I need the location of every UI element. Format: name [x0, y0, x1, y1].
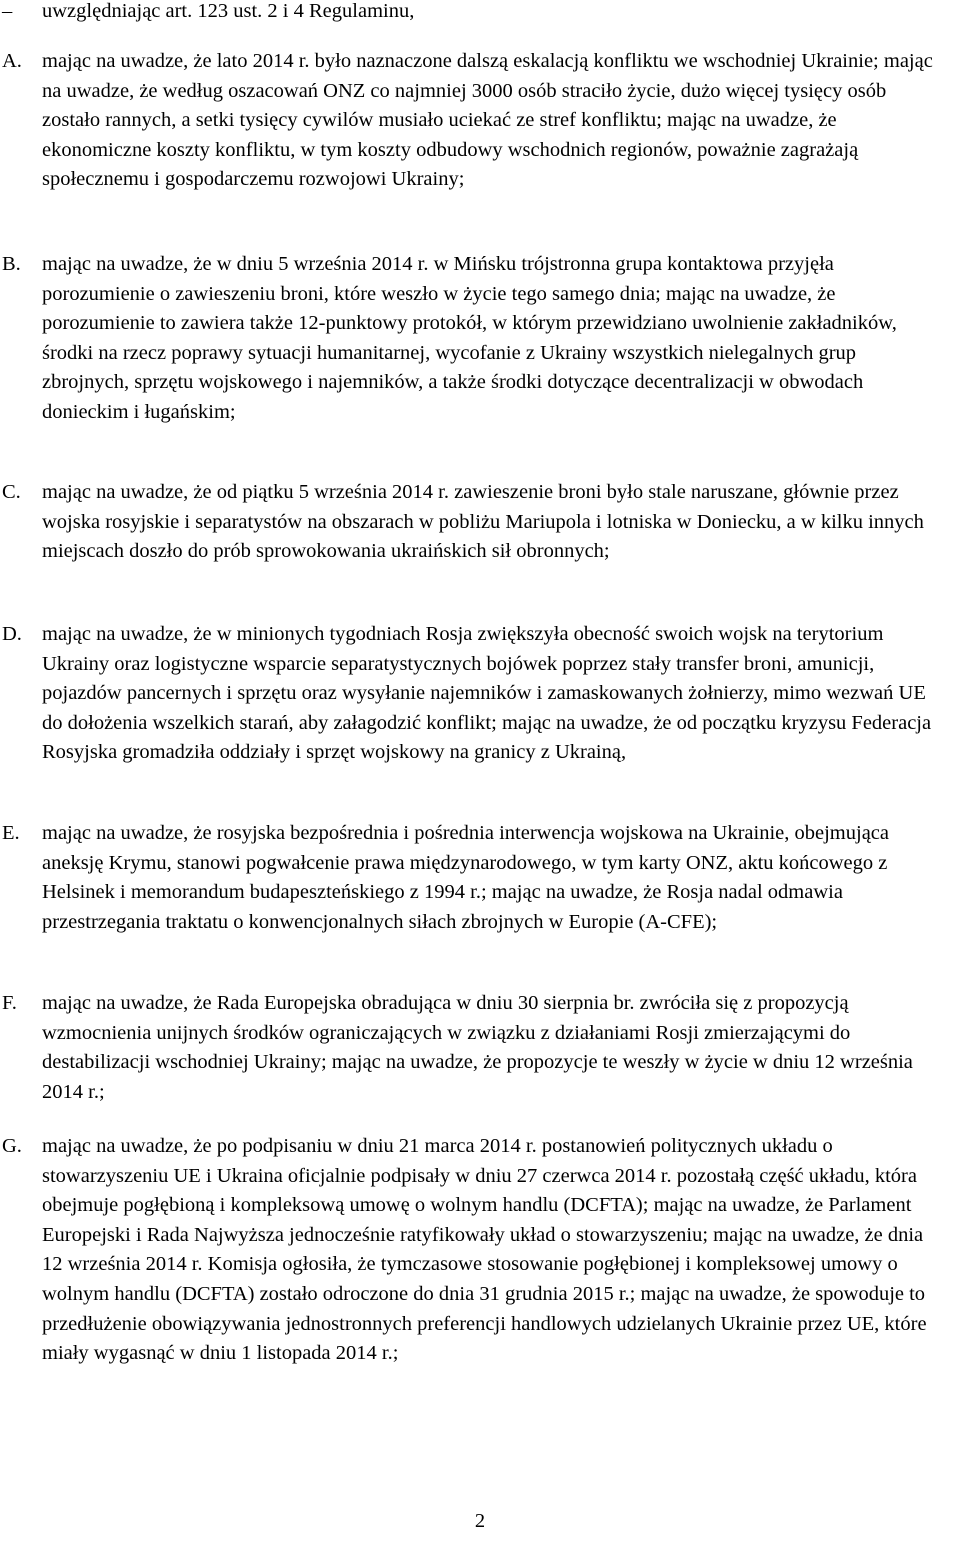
intro-dash: –: [2, 0, 13, 22]
recital-b: [2, 250, 942, 428]
recital-text: [42, 989, 942, 1107]
recital-c-text: mając na uwadze, że od piątku 5 września 2014 r. zawieszenie broni było stale naruszane, głównie przez wojska rosyjskie i separatystów na obszarach w pobliżu Mariupola i lotniska w Doniecku, a w kilku innych miejscach doszło do prób sprowokowania ukraińskich sił obronnych;: [42, 481, 924, 563]
recital-f-text: mając na uwadze, że Rada Europejska obradująca w dniu 30 sierpnia br. zwróciła się z propozycją wzmocnienia unijnych środków ograniczających w związku z działaniami Rosji zmierzającymi do destabilizacji wschodniej Ukrainy; mając na uwadze, że propozycje te weszły w życie w dniu 12 września 2014 r.;: [42, 992, 913, 1103]
recital-letter: E.: [2, 822, 20, 844]
recital-g: [2, 1132, 942, 1369]
recital-letter: C.: [2, 481, 21, 503]
recital-letter: D.: [2, 623, 22, 645]
recital-c: [2, 478, 942, 567]
recital-letter: F.: [2, 992, 17, 1014]
recital-d: [2, 620, 942, 768]
recital-f: [2, 989, 942, 1107]
intro-text: uwzględniając art. 123 ust. 2 i 4 Regulaminu,: [42, 0, 415, 22]
recital-letter: B.: [2, 253, 21, 275]
recital-text: [42, 478, 942, 567]
recital-d-text: mając na uwadze, że w minionych tygodniach Rosja zwiększyła obecność swoich wojsk na terytorium Ukrainy oraz logistyczne wsparcie separatystycznych bojówek poprzez stały transfer broni, amunicji, pojazdów pancernych i sprzętu oraz wysyłanie najemników i zamaskowanych żołnierzy, mimo wezwań UE do dołożenia wszelkich starań, aby załagodzić konflikt; mając na uwadze, że od początku kryzysu Federacja Rosyjska gromadziła oddziały i sprzęt wojskowy na granicy z Ukrainą,: [42, 623, 932, 764]
recital-e: [2, 819, 942, 937]
intro-line: [2, 0, 942, 27]
recital-text: [42, 1132, 942, 1369]
recital-a-text: mając na uwadze, że lato 2014 r. było naznaczone dalszą eskalacją konfliktu we wschodniej Ukrainie; mając na uwadze, że według oszacowań ONZ co najmniej 3000 osób straciło życie, dużo więcej tysięcy osób zostało rannych, a setki tysięcy cywilów musiało uciekać ze stref konfliktu; mając na uwadze, że ekonomiczne koszty konfliktu, w tym koszty odbudowy wschodnich regionów, poważnie zagrażają społecznemu i gospodarczemu rozwojowi Ukrainy;: [42, 50, 933, 191]
recital-text: [42, 47, 942, 195]
recital-text: [42, 819, 942, 937]
recital-text: [42, 250, 942, 428]
recital-a: [2, 47, 942, 195]
page-number: 2: [474, 1510, 486, 1532]
recital-b-text: mając na uwadze, że w dniu 5 września 2014 r. w Mińsku trójstronna grupa kontaktowa przyjęła porozumienie o zawieszeniu broni, które weszło w życie tego samego dnia; mając na uwadze, że porozumienie to zawiera także 12-punktowy protokół, w którym przewidziano uwolnienie zakładników, środki na rzecz poprawy sytuacji humanitarnej, wycofanie z Ukrainy wszystkich nielegalnych grup zbrojnych, sprzętu wojskowego i najemników, a także środki dotyczące decentralizacji w obwodach donieckim i ługańskim;: [42, 253, 897, 423]
recital-letter: G.: [2, 1135, 22, 1157]
recital-letter: A.: [2, 50, 22, 72]
recital-text: [42, 620, 942, 768]
recital-g-text: mając na uwadze, że po podpisaniu w dniu 21 marca 2014 r. postanowień politycznych układu o stowarzyszeniu UE i Ukraina oficjalnie podpisały w dniu 27 czerwca 2014 r. pozostałą część układu, która obejmuje pogłębioną i kompleksową umowę o wolnym handlu (DCFTA); mając na uwadze, że Parlament Europejski i Rada Najwyższa jednocześnie ratyfikowały układ o stowarzyszeniu; mając na uwadze, że dnia 12 września 2014 r. Komisja ogłosiła, że tymczasowe stosowanie pogłębionej i kompleksowej umowy o wolnym handlu (DCFTA) zostało odroczone do dnia 31 grudnia 2015 r.; mając na uwadze, że spowoduje to przedłużenie obowiązywania jednostronnych preferencji handlowych udzielanych Ukrainie przez UE, które miały wygasnąć w dniu 1 listopada 2014 r.;: [42, 1135, 927, 1365]
recital-e-text: mając na uwadze, że rosyjska bezpośrednia i pośrednia interwencja wojskowa na Ukrainie, obejmująca aneksję Krymu, stanowi pogwałcenie prawa międzynarodowego, w tym karty ONZ, aktu końcowego z Helsinek i memorandum budapeszteńskiego z 1994 r.; mając na uwadze, że Rosja nadal odmawia przestrzegania traktatu o konwencjonalnych siłach zbrojnych w Europie (A-CFE);: [42, 822, 889, 933]
